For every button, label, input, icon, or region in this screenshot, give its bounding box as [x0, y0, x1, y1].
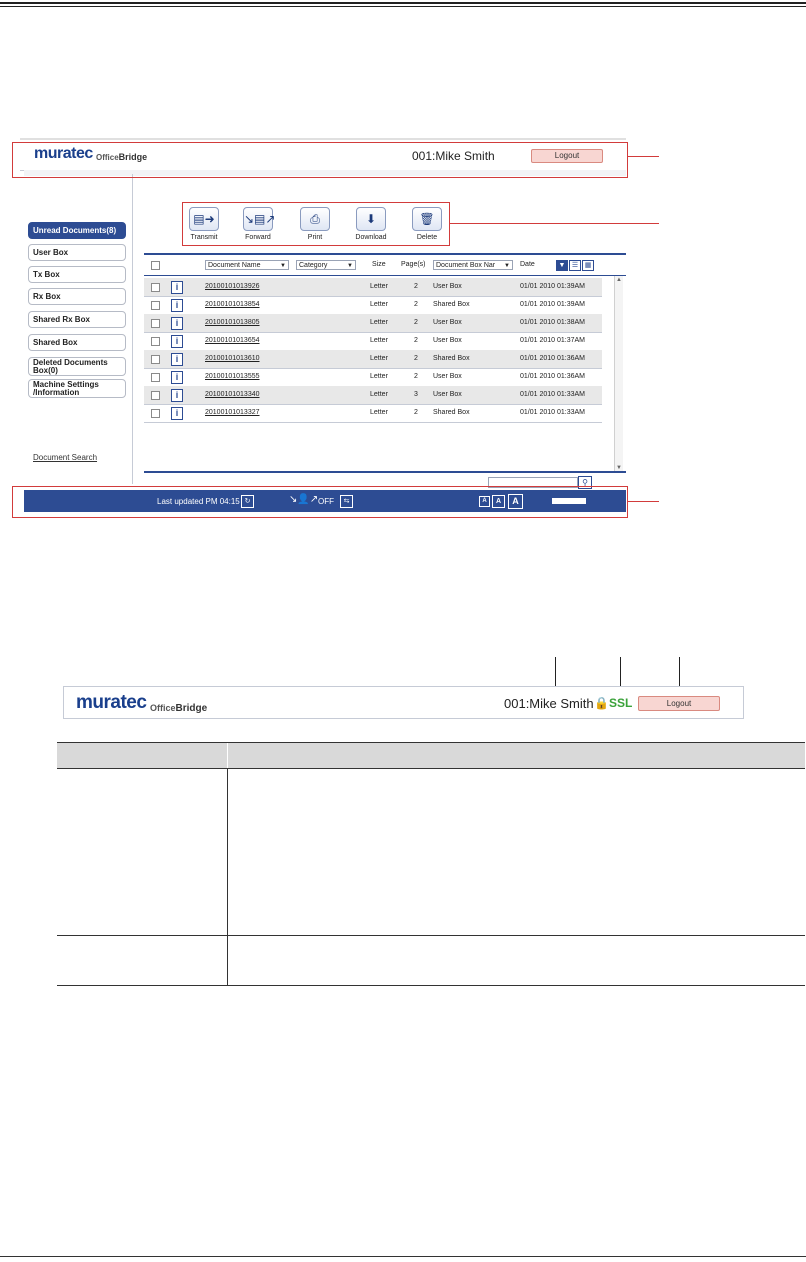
- info-icon[interactable]: i: [171, 389, 183, 402]
- scroll-up-icon[interactable]: ▲: [616, 277, 622, 283]
- document-link[interactable]: 20100101013610: [205, 355, 260, 362]
- document-link[interactable]: 20100101013854: [205, 301, 260, 308]
- forward-icon: ↘▤↗: [243, 207, 273, 231]
- sidebar-item-shared-box[interactable]: Shared Box: [28, 334, 126, 351]
- chevron-down-icon: ▼: [504, 263, 510, 269]
- select-all-checkbox[interactable]: [151, 261, 160, 270]
- sidebar-item-tx-box[interactable]: Tx Box: [28, 266, 126, 283]
- toggle-arrows-icon[interactable]: ⇆: [340, 495, 353, 508]
- logout-button[interactable]: Logout: [638, 696, 720, 711]
- table-row[interactable]: i 20100101013926 Letter 2 User Box 01/01 2010 01:39AM: [144, 278, 602, 297]
- font-medium-button[interactable]: A: [492, 495, 505, 508]
- callout-line: [627, 156, 659, 157]
- sidebar-item-machine-settings[interactable]: Machine Settings /Information: [28, 379, 126, 398]
- chevron-down-icon: ▼: [280, 263, 286, 269]
- transmit-icon: ▤➜: [189, 207, 219, 231]
- document-link[interactable]: 20100101013654: [205, 337, 260, 344]
- table-row[interactable]: i 20100101013654 Letter 2 User Box 01/01 2010 01:37AM: [144, 332, 602, 351]
- row-checkbox[interactable]: [151, 337, 160, 346]
- font-small-button[interactable]: A: [479, 496, 490, 507]
- font-large-button[interactable]: A: [508, 494, 523, 509]
- pages-header: Page(s): [401, 261, 426, 268]
- sidebar-item-deleted-documents[interactable]: Deleted Documents Box(0): [28, 357, 126, 376]
- document-link[interactable]: 20100101013926: [205, 283, 260, 290]
- date-header: Date: [520, 261, 535, 268]
- download-button[interactable]: ⬇ Download: [349, 207, 393, 241]
- page-top-rule: [0, 2, 806, 4]
- page-bottom-rule: [0, 1256, 806, 1257]
- table-row[interactable]: i 20100101013340 Letter 3 User Box 01/01 2010 01:33AM: [144, 386, 602, 405]
- row-checkbox[interactable]: [151, 391, 160, 400]
- document-search-link[interactable]: Document Search: [33, 453, 98, 462]
- scroll-down-icon[interactable]: ▼: [616, 465, 622, 471]
- callout-footer-box: [12, 486, 628, 518]
- trash-icon: 🗑: [412, 207, 442, 231]
- table-row[interactable]: i 20100101013854 Letter 2 Shared Box 01/01 2010 01:39AM: [144, 296, 602, 315]
- refresh-icon[interactable]: ↻: [241, 495, 254, 508]
- grid-view-icon[interactable]: ▦: [582, 260, 594, 271]
- info-icon[interactable]: i: [171, 317, 183, 330]
- transmit-button[interactable]: ▤➜ Transmit: [182, 207, 226, 241]
- callout-header-box: [12, 142, 628, 178]
- table-row[interactable]: i 20100101013327 Letter 2 Shared Box 01/01 2010 01:33AM: [144, 404, 602, 423]
- size-header: Size: [372, 261, 386, 268]
- user-name: 001:Mike Smith: [412, 149, 495, 163]
- page-top-rule-thin: [0, 6, 806, 7]
- row-checkbox[interactable]: [151, 319, 160, 328]
- table-row[interactable]: i 20100101013805 Letter 2 User Box 01/01 2010 01:38AM: [144, 314, 602, 333]
- user-name: 001:Mike Smith: [504, 696, 594, 711]
- toolbar: [182, 202, 450, 246]
- sidebar: [24, 174, 133, 484]
- document-link[interactable]: 20100101013805: [205, 319, 260, 326]
- sidebar-item-rx-box[interactable]: Rx Box: [28, 288, 126, 305]
- list-view-icon[interactable]: ☰: [569, 260, 581, 271]
- last-updated-text: Last updated PM 04:15: [157, 497, 240, 506]
- info-icon[interactable]: i: [171, 353, 183, 366]
- callout-line: [449, 223, 659, 224]
- list-header: [144, 255, 626, 276]
- search-icon[interactable]: ⚲: [578, 476, 592, 489]
- table-row[interactable]: i 20100101013610 Letter 2 Shared Box 01/01 2010 01:36AM: [144, 350, 602, 369]
- document-link[interactable]: 20100101013327: [205, 409, 260, 416]
- callout-line: [627, 501, 659, 502]
- logout-button[interactable]: Logout: [531, 149, 603, 163]
- sidebar-item-unread-documents[interactable]: Unread Documents(8): [28, 222, 126, 239]
- sort-down-icon[interactable]: ▼: [556, 260, 568, 271]
- users-icon: ↘👤↗: [289, 494, 319, 505]
- row-checkbox[interactable]: [151, 409, 160, 418]
- print-button[interactable]: ⎙ Print: [293, 207, 337, 241]
- sidebar-item-shared-rx-box[interactable]: Shared Rx Box: [28, 311, 126, 328]
- delete-button[interactable]: 🗑 Delete: [405, 207, 449, 241]
- chevron-down-icon: ▼: [347, 263, 353, 269]
- printer-icon: ⎙: [300, 207, 330, 231]
- auto-refresh-status: OFF: [318, 497, 334, 506]
- category-dropdown[interactable]: Category ▼: [296, 260, 356, 270]
- info-icon[interactable]: i: [171, 299, 183, 312]
- forward-button[interactable]: ↘▤↗ Forward: [236, 207, 280, 241]
- table-header: [57, 742, 805, 769]
- officebridge-logo: OfficeBridge: [96, 152, 148, 162]
- info-icon[interactable]: i: [171, 407, 183, 420]
- officebridge-logo: OfficeBridge: [150, 703, 208, 714]
- sidebar-item-user-box[interactable]: User Box: [28, 244, 126, 261]
- header-detail-screenshot: [63, 686, 744, 719]
- document-name-dropdown[interactable]: Document Name ▼: [205, 260, 289, 270]
- info-icon[interactable]: i: [171, 371, 183, 384]
- list-scrollbar[interactable]: [614, 276, 623, 472]
- box-name-dropdown[interactable]: Document Box Nar ▼: [433, 260, 513, 270]
- info-icon[interactable]: i: [171, 335, 183, 348]
- row-checkbox[interactable]: [151, 373, 160, 382]
- muratec-logo: muratec: [34, 145, 93, 162]
- info-icon[interactable]: i: [171, 281, 183, 294]
- table-body: [57, 768, 805, 986]
- download-folder-icon: ⬇: [356, 207, 386, 231]
- row-checkbox[interactable]: [151, 301, 160, 310]
- ssl-indicator: 🔒SSL: [594, 696, 633, 710]
- row-checkbox[interactable]: [151, 355, 160, 364]
- row-checkbox[interactable]: [151, 283, 160, 292]
- officebridge-screenshot: [20, 138, 626, 516]
- muratec-logo: muratec: [76, 692, 147, 713]
- document-link[interactable]: 20100101013340: [205, 391, 260, 398]
- lock-icon: 🔒: [594, 696, 609, 710]
- document-link[interactable]: 20100101013555: [205, 373, 260, 380]
- table-row[interactable]: i 20100101013555 Letter 2 User Box 01/01 2010 01:36AM: [144, 368, 602, 387]
